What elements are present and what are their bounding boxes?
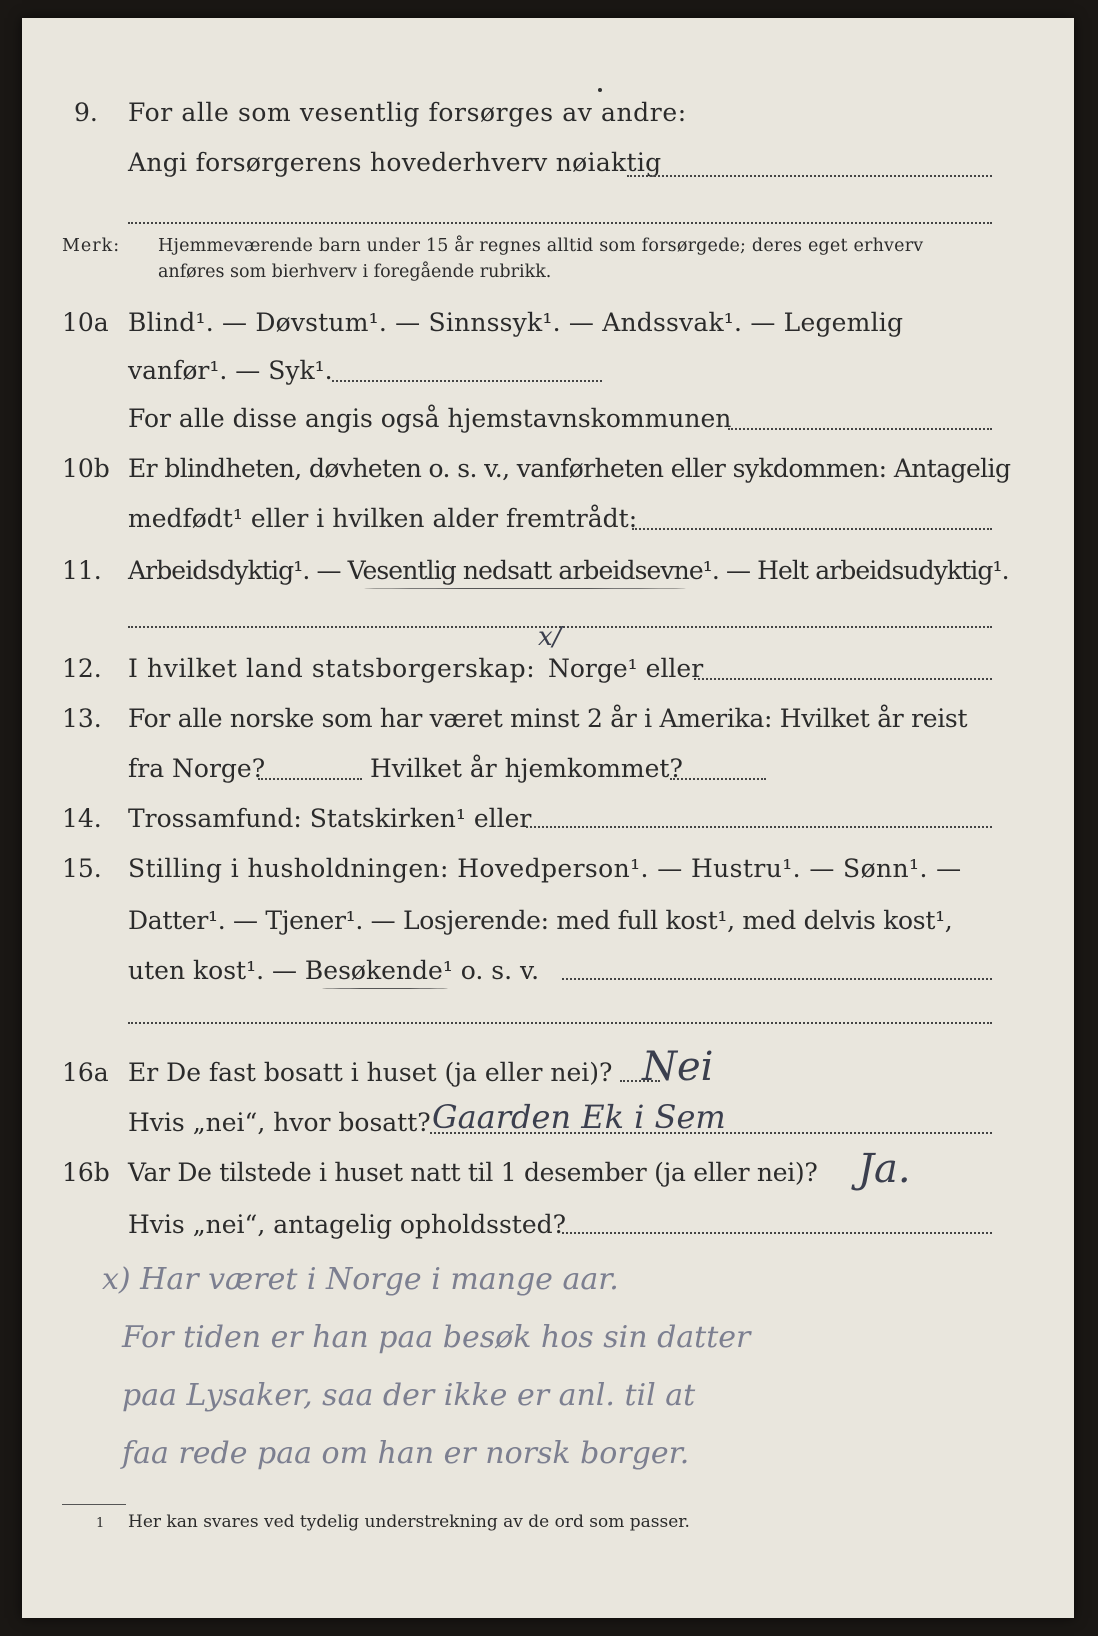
- q15-line1: Stilling i husholdningen: Hovedperson¹. — Hustru¹. — Sønn¹. —: [128, 854, 962, 883]
- q9-line2: Angi forsørgerens hovederhverv nøiaktig: [128, 148, 662, 177]
- q10b-number: 10b: [62, 454, 110, 483]
- footnote-rule: [62, 1504, 126, 1505]
- q12-number: 12.: [62, 654, 102, 683]
- q10a-line2: vanfør¹. — Syk¹.: [128, 356, 333, 385]
- q15-line2: Datter¹. — Tjener¹. — Losjerende: med full kost¹, med delvis kost¹,: [128, 906, 953, 935]
- q16a-number: 16a: [62, 1058, 109, 1087]
- q12-answer-line[interactable]: [694, 678, 992, 680]
- q12-handwritten-mark: x/: [538, 622, 562, 652]
- footnote-mark: 1: [96, 1516, 105, 1531]
- q10b-line1: Er blindheten, døvheten o. s. v., vanførheten eller sykdommen: Antagelig: [128, 454, 1011, 483]
- q15-underline-mark: [322, 988, 448, 989]
- q16a-line1: Er De fast bosatt i huset (ja eller nei)?: [128, 1058, 613, 1087]
- q13-line1: For alle norske som har været minst 2 år i Amerika: Hvilket år reist: [128, 704, 968, 733]
- q13-hjemkommet-line[interactable]: [670, 778, 766, 780]
- q13-reist-line[interactable]: [258, 778, 362, 780]
- q16b-line2: Hvis „nei“, antagelig opholdssted?: [128, 1210, 567, 1239]
- q11-line1: Arbeidsdyktig¹. — Vesentlig nedsatt arbeidsevne¹. — Helt arbeidsudyktig¹.: [128, 556, 1009, 585]
- q15-line3: uten kost¹. — Besøkende¹ o. s. v.: [128, 956, 540, 985]
- footnote-text: Her kan svares ved tydelig understrekning av de ord som passer.: [128, 1512, 690, 1532]
- q13-number: 13.: [62, 704, 102, 733]
- q14-answer-line[interactable]: [526, 826, 992, 828]
- q11-number: 11.: [62, 556, 102, 585]
- q12-line1b: Norge¹ eller: [548, 654, 704, 683]
- q16b-line1: Var De tilstede i huset natt til 1 desember (ja eller nei)?: [128, 1158, 818, 1187]
- q10b-answer-line[interactable]: [632, 528, 992, 530]
- merk-line2: anføres som bierhverv i foregående rubrikk.: [158, 262, 552, 282]
- q9-answer-line[interactable]: [627, 175, 992, 177]
- q10a-line1: Blind¹. — Døvstum¹. — Sinnssyk¹. — Andssvak¹. — Legemlig: [128, 308, 904, 337]
- q15-number: 15.: [62, 854, 102, 883]
- q9-number: 9.: [74, 98, 98, 127]
- q10a-answer-line[interactable]: [332, 380, 602, 382]
- q16a-bosatt-line[interactable]: [430, 1132, 992, 1134]
- q13-line2a: fra Norge?: [128, 754, 266, 783]
- q16b-number: 16b: [62, 1158, 110, 1187]
- q15-answer-line[interactable]: [562, 978, 992, 980]
- q10a-hjemstavn-line[interactable]: [728, 428, 992, 430]
- q9-answer-line-2[interactable]: [128, 222, 992, 224]
- pencil-note-line2: For tiden er han paa besøk hos sin datter: [122, 1320, 751, 1355]
- q16b-answer1: Ja.: [858, 1146, 911, 1192]
- merk-line1: Hjemmeværende barn under 15 år regnes alltid som forsørgede; deres eget erhverv: [158, 236, 924, 256]
- q11-underline-mark: [364, 588, 686, 589]
- q16b-answer-line[interactable]: [562, 1232, 992, 1234]
- q12-line1: I hvilket land statsborgerskap:: [128, 654, 536, 683]
- pencil-note-line4: faa rede paa om han er norsk borger.: [122, 1436, 690, 1471]
- q13-line2b: Hvilket år hjemkommet?: [370, 754, 683, 783]
- q16a-line2: Hvis „nei“, hvor bosatt?: [128, 1108, 431, 1137]
- q10a-number: 10a: [62, 308, 109, 337]
- q10a-line3: For alle disse angis også hjemstavnskommunen: [128, 404, 732, 433]
- ink-dot: [598, 88, 602, 92]
- census-form-page: [22, 18, 1074, 1618]
- q9-line1: For alle som vesentlig forsørges av andre:: [128, 98, 687, 127]
- pencil-note-line3: paa Lysaker, saa der ikke er anl. til at: [122, 1378, 696, 1413]
- pencil-note-line1: x) Har været i Norge i mange aar.: [102, 1262, 619, 1297]
- q10b-line2: medfødt¹ eller i hvilken alder fremtrådt:: [128, 504, 638, 533]
- q16a-answer2: Gaarden Ek i Sem: [432, 1098, 726, 1136]
- q14-line1: Trossamfund: Statskirken¹ eller: [128, 804, 532, 833]
- q14-number: 14.: [62, 804, 102, 833]
- q15-answer-line-2[interactable]: [128, 1022, 992, 1024]
- q16a-answer1: Nei: [642, 1044, 714, 1090]
- merk-label: Merk:: [62, 236, 121, 256]
